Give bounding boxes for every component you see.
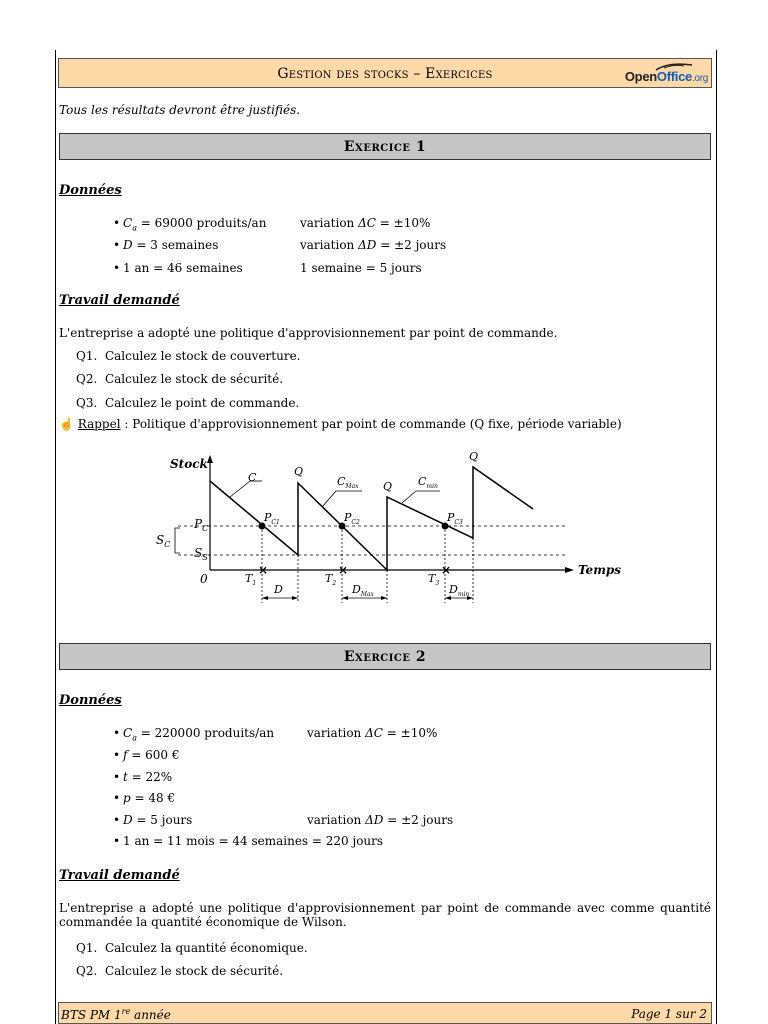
label-pc3: $P_{C3}$ (447, 511, 463, 526)
exercise-1-banner (59, 133, 711, 160)
label-pc2: $P_{C2}$ (344, 511, 360, 526)
stock-curve (210, 467, 533, 570)
ex2-data-item: • D = 5 jours (113, 813, 193, 827)
page-footer (58, 1002, 712, 1024)
exercise-2-banner (59, 643, 711, 670)
label-sc: $S_C$ (156, 533, 171, 549)
page-title: Gestion des stocks – Exercices (277, 66, 493, 82)
label-pc1: $P_{C1}$ (264, 511, 280, 526)
ex1-data-item: • 1 an = 46 semaines (113, 261, 243, 275)
ex1-work-title: Travail demandé (59, 293, 180, 308)
label-t1: $T_1$ (245, 572, 257, 587)
ex1-data-title: Données (59, 183, 122, 198)
ex1-data-item-right: variation ΔC = ±10% (300, 216, 431, 230)
pointing-hand-icon: ☝ (59, 417, 74, 431)
x-axis-arrow (565, 567, 574, 573)
label-d: D (274, 583, 283, 596)
ex2-statement: L'entreprise a adopté une politique d'approvisionnement par point de commande avec comme quantité commandée la quantité économique de Wilson. (59, 901, 711, 929)
t2-mark: × (338, 563, 349, 577)
ex1-data-item: • $C_a = 69000$ produits/an (113, 216, 267, 233)
ex1-question: Q1. Calculez le stock de couverture. (76, 349, 301, 363)
ex1-statement: L'entreprise a adopté une politique d'approvisionnement par point de commande. (59, 326, 558, 340)
ex2-data-item: • p = 48 € (113, 791, 176, 805)
label-q2: Q (383, 480, 393, 493)
footer-left: BTS PM 1re année (61, 1007, 171, 1022)
exercise-1-title: Exercice 1 (343, 139, 427, 155)
label-t2: $T_2$ (325, 572, 337, 587)
openoffice-logo: OpenOffice.org (616, 62, 708, 86)
ex1-question: Q3. Calculez le point de commande. (76, 396, 300, 410)
ex2-data-item-right: variation ΔD = ±2 jours (307, 813, 454, 827)
page-number: Page 1 sur 2 (631, 1007, 707, 1021)
ex2-data-title: Données (59, 693, 122, 708)
label-dmax: $D_{Max}$ (352, 583, 374, 598)
ex2-data-item: • t = 22% (113, 770, 173, 784)
y-axis-arrow (207, 455, 213, 463)
ex2-question: Q2. Calculez le stock de sécurité. (76, 964, 284, 978)
label-dmin: $D_{min}$ (449, 583, 470, 598)
y-axis-label: Stock (170, 457, 208, 471)
label-ss-axis: $S_S$ (194, 546, 208, 562)
ex1-question: Q2. Calculez le stock de sécurité. (76, 372, 284, 386)
ex2-data-item: • f = 600 € (113, 748, 180, 762)
x-axis-label: Temps (578, 563, 622, 577)
ex2-data-item: • $C_a = 220000$ produits/an (113, 726, 275, 743)
label-cmin: $C_{min}$ (418, 475, 438, 490)
label-q3: Q (469, 450, 479, 463)
label-q1: Q (294, 465, 304, 478)
intro-text: Tous les résultats devront être justifiés. (59, 103, 301, 117)
ex1-reminder: ☝ Rappel : Politique d'approvisionnement par point de commande (Q fixe, période variable) (59, 417, 622, 431)
label-t3: $T_3$ (428, 572, 440, 587)
page-header (58, 58, 712, 88)
ex1-data-item-right: 1 semaine = 5 jours (300, 261, 422, 275)
ex2-data-item: • 1 an = 11 mois = 44 semaines = 220 jours (113, 834, 384, 848)
sc-bracket (175, 528, 180, 553)
t1-mark: × (258, 563, 269, 577)
ex2-data-item-right: variation ΔC = ±10% (307, 726, 438, 740)
label-cmax: $C_{Max}$ (337, 475, 359, 490)
origin-label: 0 (200, 572, 208, 586)
label-pc-axis: $P_C$ (194, 517, 209, 533)
exercise-2-title: Exercice 2 (343, 649, 427, 665)
ex2-question: Q1. Calculez la quantité économique. (76, 941, 308, 955)
label-c: C (248, 471, 257, 484)
t3-mark: × (441, 563, 452, 577)
ex1-data-item-right: variation ΔD = ±2 jours (300, 238, 447, 252)
stock-diagram (150, 445, 630, 610)
ex2-work-title: Travail demandé (59, 868, 180, 883)
ex1-data-item: • D = 3 semaines (113, 238, 219, 252)
